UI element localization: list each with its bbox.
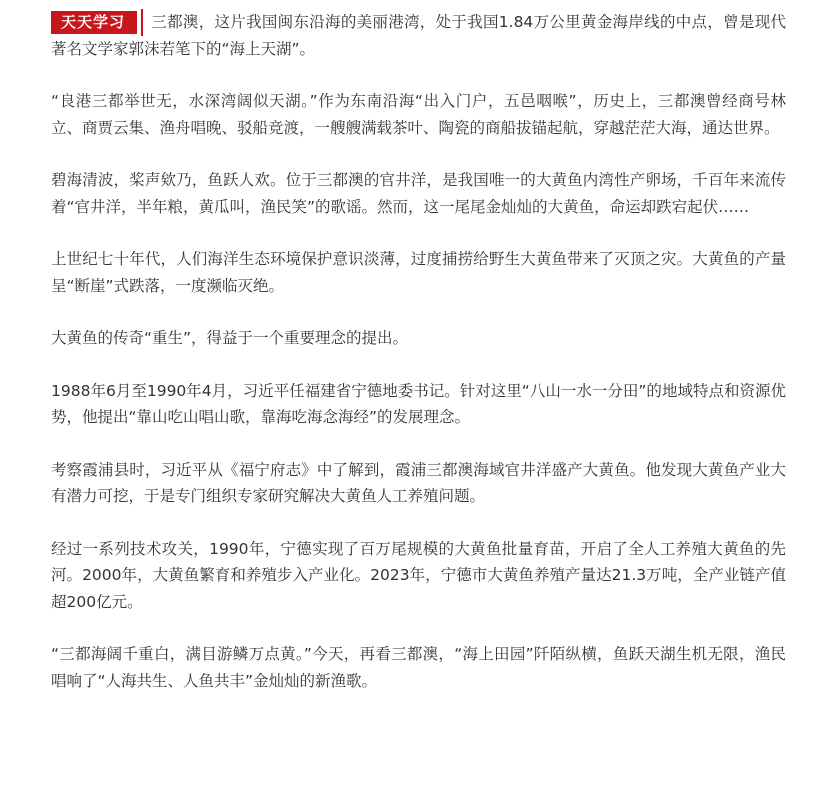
paragraph-5: 大黄鱼的传奇“重生”，得益于一个重要理念的提出。 — [51, 329, 409, 347]
paragraph-8: 经过一系列技术攻关，1990年，宁德实现了百万尾规模的大黄鱼批量育苗，开启了全人工养殖大黄鱼的先河。2000年，大黄鱼繁育和养殖步入产业化。2023年，宁德市大黄鱼养殖产量达21.3万吨，全产业链产值超200亿元。 — [51, 539, 786, 611]
paragraph-1-text: 三都澳，这片我国闽东沿海的美丽港湾，处于我国1.84万公里黄金海岸线的中点，曾是现代著名文学家郭沫若笔下的“海上天湖”。 — [51, 13, 786, 58]
paragraph-7: 考察霞浦县时，习近平从《福宁府志》中了解到，霞浦三都澳海域官井洋盛产大黄鱼。他发现大黄鱼产业大有潜力可挖，于是专门组织专家研究解决大黄鱼人工养殖问题。 — [51, 460, 786, 505]
paragraph-4: 上世纪七十年代，人们海洋生态环境保护意识淡薄，过度捕捞给野生大黄鱼带来了灭顶之灾。大黄鱼的产量呈“断崖”式跌落，一度濒临灭绝。 — [51, 250, 786, 295]
paragraph-9: “三都海阔千重白，满目游鳞万点黄。”今天，再看三都澳，“海上田园”阡陌纵横，鱼跃天湖生机无限，渔民唱响了“人海共生、人鱼共丰”金灿灿的新渔歌。 — [51, 645, 786, 690]
paragraph-1 — [51, 9, 786, 62]
paragraph-6: 1988年6月至1990年4月，习近平任福建省宁德地委书记。针对这里“八山一水一分田”的地域特点和资源优势，他提出“靠山吃山唱山歌，靠海吃海念海经”的发展理念。 — [51, 381, 786, 426]
paragraph-2: “良港三都举世无，水深湾阔似天湖。”作为东南沿海“出入门户，五邑咽喉”，历史上，三都澳曾经商号林立、商贾云集、渔舟唱晚、驳船竞渡，一艘艘满载茶叶、陶瓷的商船拔锚起航，穿越茫茫大海，通达世界。 — [51, 92, 786, 137]
article-body — [51, 9, 786, 694]
column-tag — [51, 9, 143, 36]
column-tag-label: 天天学习 — [51, 11, 137, 34]
paragraph-3: 碧海清波，桨声欸乃，鱼跃人欢。位于三都澳的官井洋，是我国唯一的大黄鱼内湾性产卵场，千百年来流传着“官井洋，半年粮，黄瓜叫，渔民笑”的歌谣。然而，这一尾尾金灿灿的大黄鱼，命运却跌宕起伏…… — [51, 171, 786, 216]
